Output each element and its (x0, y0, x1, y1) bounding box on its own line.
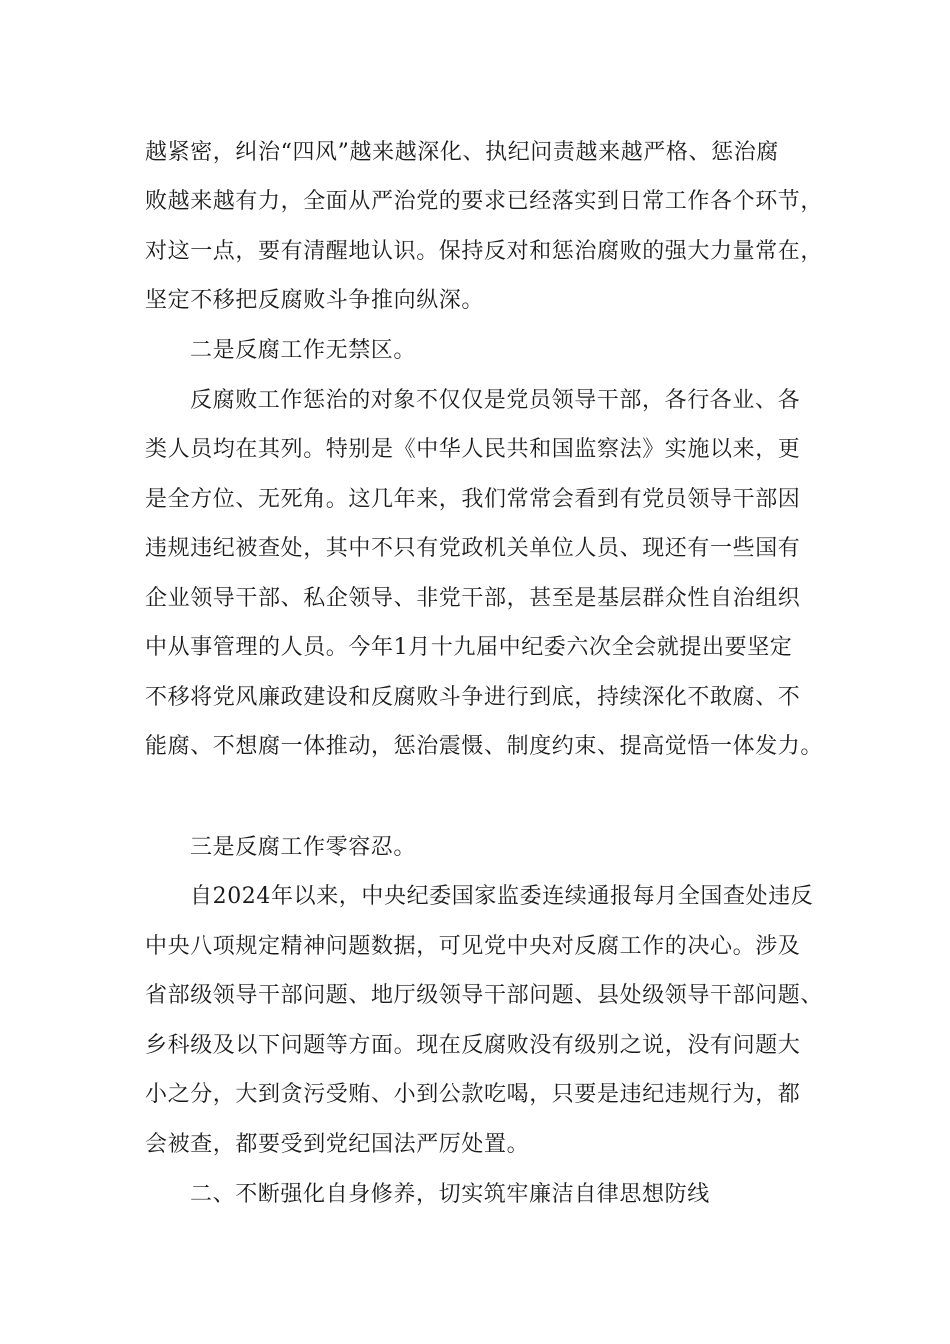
text-line: 败越来越有力，全面从严治党的要求已经落实到日常工作各个环节， (145, 189, 824, 214)
text-line: 能腐、不想腐一体推动，惩治震慑、制度约束、提高觉悟一体发力。 (145, 734, 824, 759)
text-line: 中央八项规定精神问题数据，可见党中央对反腐工作的决心。涉及 (145, 934, 801, 959)
text-line: 省部级领导干部问题、地厅级领导干部问题、县处级领导干部问题、 (145, 983, 824, 1008)
text-line: 反腐败工作惩治的对象不仅仅是党员领导干部，各行各业、各 (190, 388, 801, 413)
text-line: 小之分，大到贪污受贿、小到公款吃喝，只要是违纪违规行为，都 (145, 1082, 801, 1107)
section-heading: 二是反腐工作无禁区。 (190, 338, 417, 363)
text-line: 对这一点，要有清醒地认识。保持反对和惩治腐败的强大力量常在， (145, 239, 824, 264)
text-line: 坚定不移把反腐败斗争推向纵深。 (145, 288, 485, 313)
text-line: 中从事管理的人员。今年1月十九届中纪委六次全会就提出要坚定 (145, 635, 793, 660)
text-line: 乡科级及以下问题等方面。现在反腐败没有级别之说，没有问题大 (145, 1033, 801, 1058)
section-heading: 三是反腐工作零容忍。 (190, 835, 417, 860)
text-line: 越紧密，纠治“四风”越来越深化、执纪问责越来越严格、惩治腐 (145, 140, 779, 165)
text-line: 不移将党风廉政建设和反腐败斗争进行到底，持续深化不敢腐、不 (145, 685, 801, 710)
text-line: 违规违纪被查处，其中不只有党政机关单位人员、现还有一些国有 (145, 536, 801, 561)
text-line: 类人员均在其列。特别是《中华人民共和国监察法》实施以来，更 (145, 437, 801, 462)
text-line: 自2024年以来，中央纪委国家监委连续通报每月全国查处违反 (190, 884, 814, 909)
text-line: 会被查，都要受到党纪国法严厉处置。 (145, 1132, 530, 1157)
section-heading: 二、不断强化自身修养，切实筑牢廉洁自律思想防线 (190, 1182, 710, 1207)
text-line: 是全方位、无死角。这几年来，我们常常会看到有党员领导干部因 (145, 487, 801, 512)
text-line: 企业领导干部、私企领导、非党干部，甚至是基层群众性自治组织 (145, 586, 801, 611)
